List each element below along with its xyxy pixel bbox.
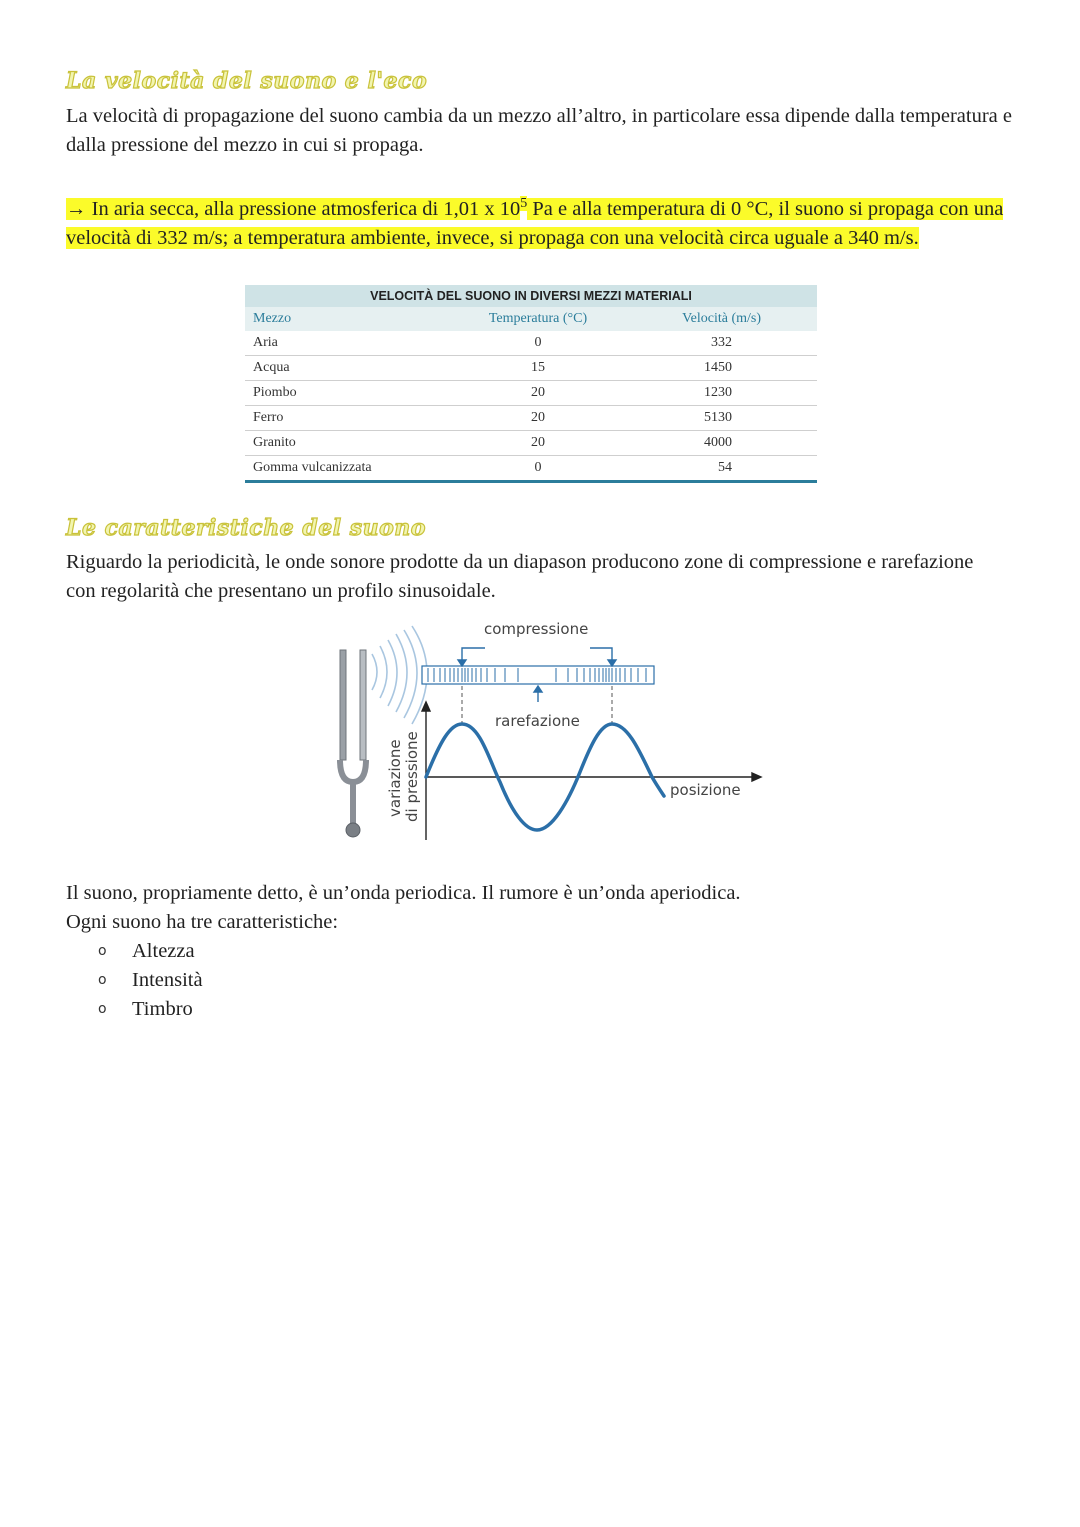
highlight-text-part1: → In aria secca, alla pressione atmosferica di 1,01 x 10 <box>66 197 521 220</box>
table-cell: 54 <box>718 460 732 475</box>
highlight-exponent: 5 <box>520 196 528 211</box>
table-cell: 0 <box>534 335 542 350</box>
section-heading-speed: La velocità del suono e l'eco <box>66 68 428 94</box>
paragraph-periodic-wave: Il suono, propriamente detto, è un’onda periodica. Il rumore è un’onda aperiodica. <box>66 882 741 904</box>
highlighted-paragraph <box>66 189 1011 253</box>
highlight-text-part2: Pa e alla temperatura di 0 °C, il suono si propaga con una velocità di 332 m/s; a temperatura ambiente, invece, si propaga con una velocità circa uguale a 340 m/s. <box>66 197 1004 249</box>
rarefaction-arrow <box>534 686 542 702</box>
table-cell: 5130 <box>704 410 732 425</box>
table-cell: Aria <box>253 335 278 350</box>
list-item-label: Altezza <box>132 940 195 962</box>
table-row <box>245 381 817 406</box>
label-pressure-line2: di pressione <box>403 731 421 822</box>
list-item-label: Timbro <box>132 998 193 1020</box>
table-cell: Acqua <box>253 360 290 375</box>
paragraph-propagation: La velocità di propagazione del suono cambia da un mezzo all’altro, in particolare essa dipende dalla temperatura e dalla pressione del mezzo in cui si propaga. <box>66 105 1013 156</box>
list-item <box>98 937 203 966</box>
table-header-speed: Velocità (m/s) <box>682 311 761 326</box>
table-title: VELOCITÀ DEL SUONO IN DIVERSI MEZZI MATERIALI <box>245 285 817 307</box>
list-item-label: Intensità <box>132 969 203 991</box>
bullet-circle-icon: o <box>98 972 107 988</box>
compression-rarefaction-bar <box>422 666 654 684</box>
bullet-circle-icon: o <box>98 943 107 959</box>
characteristics-list <box>98 937 203 1024</box>
label-pressure-line1: variazione <box>386 739 404 817</box>
table-header-temperature: Temperatura (°C) <box>488 311 588 326</box>
tuning-fork-wave-diagram <box>300 612 770 847</box>
table-cell: 1230 <box>704 385 732 400</box>
table-row <box>245 456 817 483</box>
paragraph-periodicity: Riguardo la periodicità, le onde sonore prodotte da un diapason producono zone di compressione e rarefazione con regolarità che presentano un profilo sinusoidale. <box>66 551 974 602</box>
table-cell: Gomma vulcanizzata <box>253 460 372 475</box>
table-header-row <box>245 307 817 331</box>
sound-waves-icon <box>372 626 427 724</box>
table-cell: Granito <box>253 435 296 450</box>
table-cell: 15 <box>531 360 545 375</box>
table-cell: 20 <box>531 410 545 425</box>
speed-table <box>245 285 817 483</box>
table-cell: Piombo <box>253 385 297 400</box>
paragraph-three-characteristics: Ogni suono ha tre caratteristiche: <box>66 911 339 933</box>
table-cell: 20 <box>531 385 545 400</box>
compression-arrows <box>458 648 616 666</box>
axes <box>422 702 761 840</box>
table-header-medium: Mezzo <box>253 311 292 326</box>
table-cell: 332 <box>711 335 732 350</box>
label-position: posizione <box>670 781 741 799</box>
section-heading-characteristics: Le caratteristiche del suono <box>66 515 426 541</box>
table-cell: Ferro <box>253 410 284 425</box>
bullet-circle-icon: o <box>98 1001 107 1017</box>
table-row <box>245 431 817 456</box>
table-cell: 1450 <box>704 360 732 375</box>
label-rarefaction: rarefazione <box>495 712 580 730</box>
list-item <box>98 966 203 995</box>
list-item <box>98 995 203 1024</box>
table-cell: 4000 <box>704 435 732 450</box>
table-row <box>245 331 817 356</box>
label-compression: compressione <box>484 620 589 638</box>
tuning-fork-icon <box>340 650 366 837</box>
table-cell: 0 <box>534 460 542 475</box>
table-row <box>245 356 817 381</box>
table-cell: 20 <box>531 435 545 450</box>
table-row <box>245 406 817 431</box>
